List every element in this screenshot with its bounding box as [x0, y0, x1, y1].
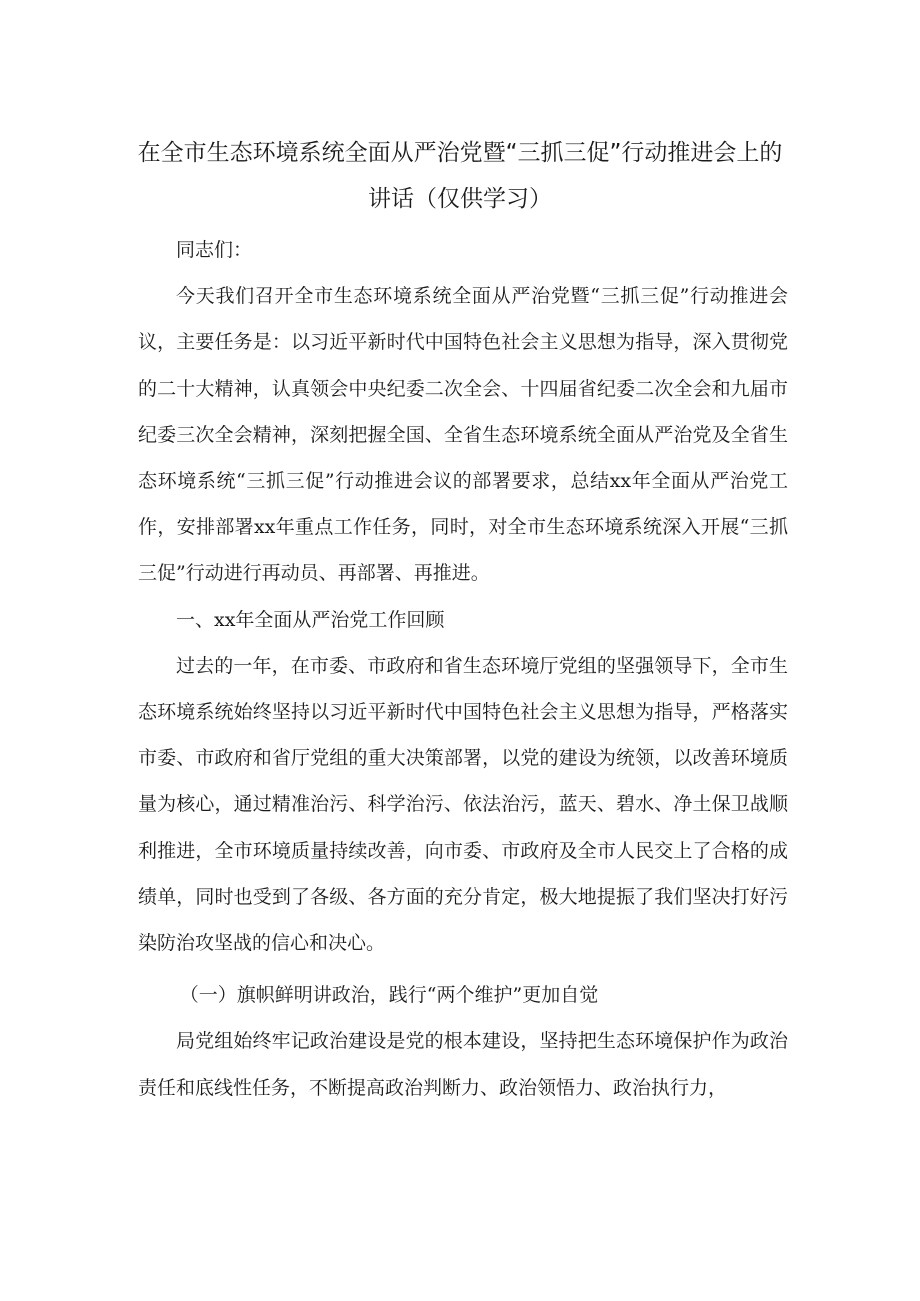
subsection-heading-1: （一）旗帜鲜明讲政治，践行“两个维护”更加自觉 [179, 984, 599, 1007]
paragraph-review: 过去的一年，在市委、市政府和省生态环境厅党组的坚强领导下，全市生态环境系统始终坚持以习近平新时代中国特色社会主义思想为指导，严格落实市委、市政府和省厅党组的重大决策部署，以党的建设为统领，以改善环境质量为核心，通过精准治污、科学治污、依法治污，蓝天、碧水、净土保卫战顺利推进，全市环境质量持续改善，向市委、市政府及全市人民交上了合格的成绩单，同时也受到了各级、各方面的充分肯定，极大地提振了我们坚决打好污染防治攻坚战的信心和决心。 [138, 654, 788, 955]
document-title: 在全市生态环境系统全面从严治党暨“三抓三促”行动推进会上的讲话（仅供学习） [137, 140, 783, 212]
document-body [138, 227, 788, 1111]
paragraph-politics: 局党组始终牢记政治建设是党的根本建设，坚持把生态环境保护作为政治责任和底线性任务，不断提高政治判断力、政治领悟力、政治执行力， [138, 1030, 788, 1099]
paragraph-intro: 今天我们召开全市生态环境系统全面从严治党暨“三抓三促”行动推进会议，主要任务是：以习近平新时代中国特色社会主义思想为指导，深入贯彻党的二十大精神，认真领会中央纪委二次全会、十四届省纪委二次全会和九届市纪委三次全会精神，深刻把握全国、全省生态环境系统全面从严治党及全省生态环境系统“三抓三促”行动推进会议的部署要求，总结xx年全面从严治党工作，安排部署xx年重点工作任务，同时，对全市生态环境系统深入开展“三抓三促”行动进行再动员、再部署、再推进。 [138, 285, 788, 585]
salutation: 同志们： [176, 239, 253, 261]
section-heading-1: 一、xx年全面从严治党工作回顾 [176, 608, 445, 631]
